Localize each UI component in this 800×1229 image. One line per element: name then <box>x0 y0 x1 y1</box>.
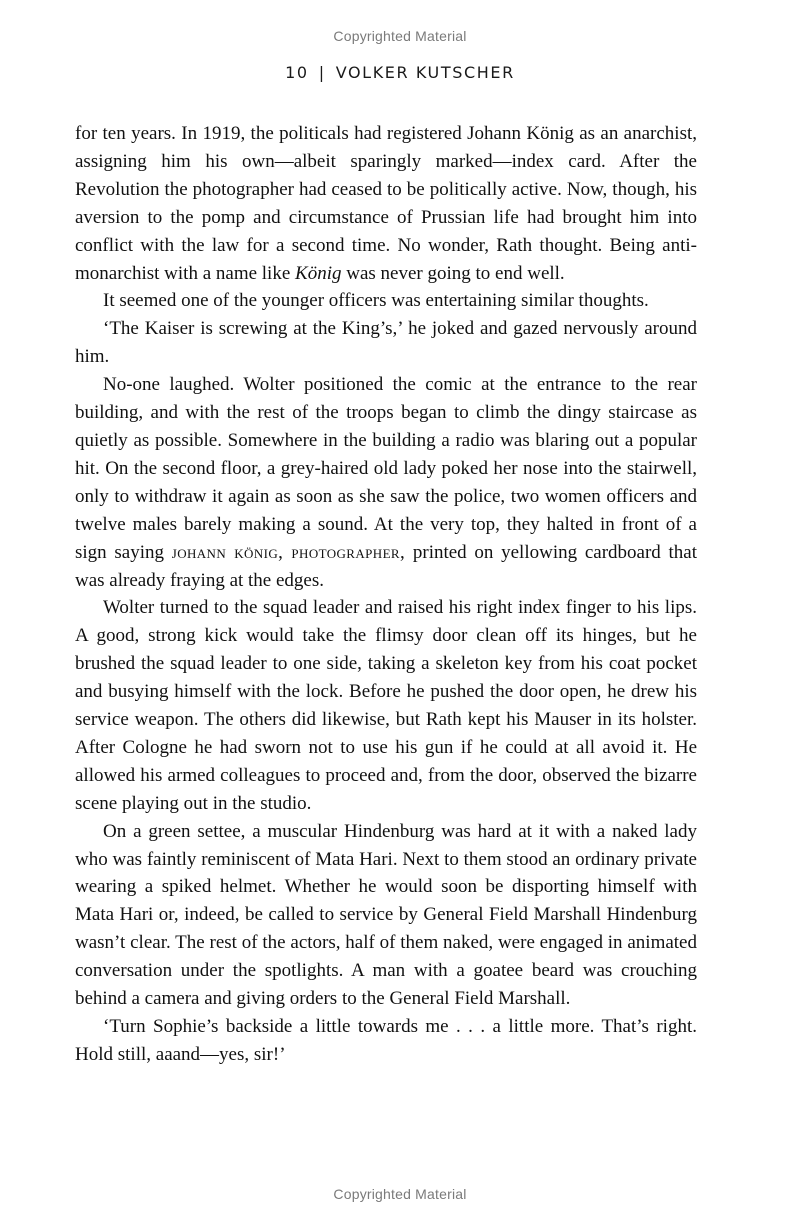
paragraph-3: ‘The Kaiser is screwing at the King’s,’ he joked and gazed nervously around him. <box>75 318 697 368</box>
paragraph-7: ‘Turn Sophie’s backside a little towards me . . . a little more. That’s right. Hold still, aaand—yes, sir!’ <box>75 1016 697 1065</box>
running-header <box>0 63 800 82</box>
paragraph-1 <box>75 120 697 287</box>
door-sign-text: johann könig, photographer, <box>171 541 406 563</box>
copyright-watermark-top: Copyrighted Material <box>333 28 467 44</box>
paragraph-4 <box>75 371 697 594</box>
paragraph-1-italic-name: König <box>295 262 342 284</box>
author-name: VOLKER KUTSCHER <box>335 63 515 82</box>
paragraph-4-text-b: printed on yellowing cardboard that was already fraying at the edges. <box>75 541 697 591</box>
paragraph-1-text-b: was never going to end well. <box>341 262 565 284</box>
paragraph-2: It seemed one of the younger officers was entertaining similar thoughts. <box>103 290 649 312</box>
paragraph-1-text-a: for ten years. In 1919, the politicals had registered Johann König as an anarchist, assigning him his own—albeit sparingly marked—index card. After the Revolution the photographer had ceased to be politically active. Now, though, his aversion to the pomp and circumstance of Prussian life had brought him into conflict with the law for a second time. No wonder, Rath thought. Being anti-monarchist with a name like <box>75 123 697 284</box>
page-number: 10 <box>285 63 309 82</box>
header-separator: | <box>318 63 326 82</box>
copyright-watermark-bottom: Copyrighted Material <box>333 1186 467 1202</box>
paragraph-4-text-a: No-one laughed. Wolter positioned the comic at the entrance to the rear building, and with the rest of the troops began to climb the dingy staircase as quietly as possible. Somewhere in the building a radio was blaring out a popular hit. On the second floor, a grey-haired old lady poked her nose into the stairwell, only to withdraw it again as soon as she saw the police, two women officers and twelve males barely making a sound. At the very top, they halted in front of a sign saying <box>75 374 697 563</box>
paragraph-6: On a green settee, a muscular Hindenburg was hard at it with a naked lady who was faintly reminiscent of Mata Hari. Next to them stood an ordinary private wearing a spiked helmet. Whether he would soon be disporting himself with Mata Hari or, indeed, be called to service by General Field Marshall Hindenburg wasn’t clear. The rest of the actors, half of them naked, were engaged in animated conversation under the spotlights. A man with a goatee beard was crouching behind a camera and giving orders to the General Field Marshall. <box>75 820 697 1010</box>
paragraph-5: Wolter turned to the squad leader and raised his right index finger to his lips. A good, strong kick would take the flimsy door clean off its hinges, but he brushed the squad leader to one side, taking a skeleton key from his coat pocket and busying himself with the lock. Before he pushed the door open, he drew his service weapon. The others did likewise, but Rath kept his Mauser in its holster. After Cologne he had sworn not to use his gun if he could at all avoid it. He allowed his armed colleagues to proceed and, from the door, observed the bizarre scene playing out in the studio. <box>75 597 697 814</box>
body-text <box>75 120 697 1069</box>
